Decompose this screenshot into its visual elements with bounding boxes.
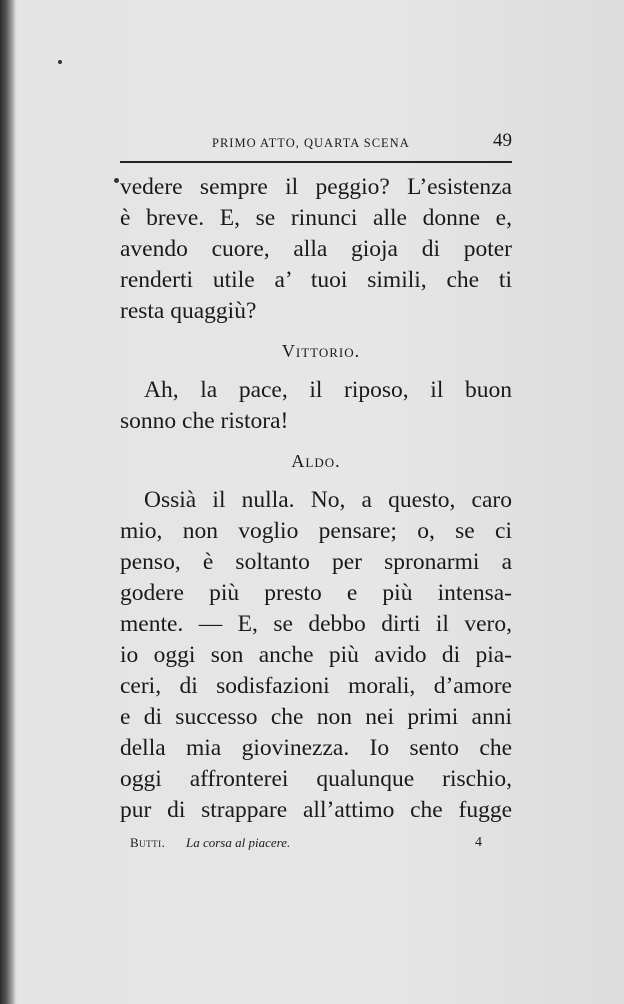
- page-number: 49: [493, 130, 512, 151]
- text-line: ceri, di sodisfazioni morali, d’amore: [120, 673, 512, 699]
- speaker-name: Vittorio.: [281, 341, 361, 361]
- text-line: penso, è soltanto per spronarmi a: [120, 549, 512, 575]
- text-line: godere più presto e più intensa-: [120, 580, 512, 606]
- footer-signature-line: [130, 835, 482, 855]
- text-line: pur di strappare all’attimo che fugge: [120, 797, 512, 823]
- text-line: Ah, la pace, il riposo, il buon: [144, 377, 512, 403]
- text-line: mio, non voglio pensare; o, se ci: [120, 518, 512, 544]
- page-gutter: [0, 0, 16, 1004]
- text-line: mente. — E, se debbo dirti il vero,: [120, 611, 512, 637]
- text-line: è breve. E, se rinunci alle donne e,: [120, 205, 512, 231]
- running-head-title: PRIMO ATTO, QUARTA SCENA: [212, 136, 410, 150]
- text-line: io oggi son anche più avido di pia-: [120, 642, 512, 668]
- text-line: Ossià il nulla. No, a questo, caro: [144, 487, 512, 513]
- text-line: e di successo che non nei primi anni: [120, 704, 512, 730]
- ink-speck: [58, 60, 62, 64]
- main-text: [120, 172, 512, 826]
- text-line: avendo cuore, alla gioja di poter: [120, 236, 512, 262]
- running-head: [120, 130, 512, 156]
- text-line: vedere sempre il peggio? L’esistenza: [120, 174, 512, 200]
- footer-book-title: La corsa al piacere.: [186, 835, 291, 850]
- footer-author: Butti.: [130, 835, 166, 850]
- header-rule: [120, 161, 512, 163]
- text-line: sonno che ristora!: [120, 408, 289, 434]
- ink-speck: [114, 178, 119, 183]
- signature-mark: 4: [475, 835, 482, 850]
- text-line: oggi affronterei qualunque rischio,: [120, 766, 512, 792]
- text-line: resta quaggiù?: [120, 298, 257, 324]
- text-line: renderti utile a’ tuoi simili, che ti: [120, 267, 512, 293]
- speaker-name: Aldo.: [291, 451, 341, 471]
- text-line: della mia giovinezza. Io sento che: [120, 735, 512, 761]
